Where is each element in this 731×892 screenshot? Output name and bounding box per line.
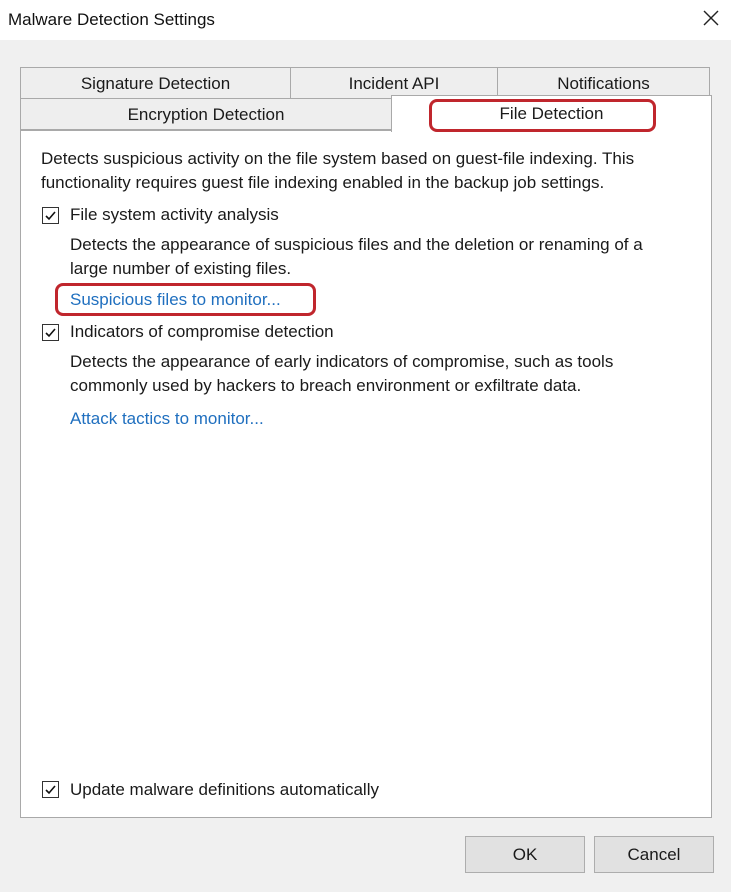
tab-encryption-detection[interactable] xyxy=(20,98,392,130)
title-bar xyxy=(0,0,731,40)
close-button[interactable] xyxy=(697,4,725,32)
update-definitions-checkbox[interactable] xyxy=(42,781,59,798)
cancel-button[interactable]: Cancel xyxy=(594,836,714,873)
tab-label: File Detection xyxy=(499,104,604,123)
close-icon xyxy=(697,4,725,32)
tab-label: Encryption Detection xyxy=(127,105,285,124)
ioc-detection-desc-line1: Detects the appearance of early indicators of compromise, such as tools xyxy=(70,352,614,371)
ok-button[interactable]: OK xyxy=(465,836,585,873)
fs-analysis-desc-line2: large number of existing files. xyxy=(70,259,292,278)
window-title: Malware Detection Settings xyxy=(8,10,215,29)
tab-label: Incident API xyxy=(348,74,440,93)
checkmark-icon xyxy=(44,209,57,222)
checkmark-icon xyxy=(44,783,57,796)
fs-analysis-checkbox[interactable] xyxy=(42,207,59,224)
fs-analysis-label[interactable]: File system activity analysis xyxy=(70,205,279,224)
tab-label: Signature Detection xyxy=(80,74,231,93)
ioc-detection-checkbox[interactable] xyxy=(42,324,59,341)
tab-file-detection[interactable] xyxy=(391,95,712,132)
fs-analysis-desc-line1: Detects the appearance of suspicious files and the deletion or renaming of a xyxy=(70,235,643,254)
checkmark-icon xyxy=(44,326,57,339)
panel-description-line2: functionality requires guest file indexing enabled in the backup job settings. xyxy=(41,173,605,192)
tab-signature-detection[interactable] xyxy=(20,67,291,99)
panel-description-line1: Detects suspicious activity on the file system based on guest-file indexing. This xyxy=(41,149,635,168)
update-definitions-label[interactable]: Update malware definitions automatically xyxy=(70,780,379,799)
file-detection-panel xyxy=(20,130,712,818)
tab-label: Notifications xyxy=(557,74,650,93)
suspicious-files-link[interactable]: Suspicious files to monitor... xyxy=(70,290,281,309)
attack-tactics-link[interactable]: Attack tactics to monitor... xyxy=(70,409,264,428)
ioc-detection-desc-line2: commonly used by hackers to breach environment or exfiltrate data. xyxy=(70,376,582,395)
ioc-detection-label[interactable]: Indicators of compromise detection xyxy=(70,322,334,341)
